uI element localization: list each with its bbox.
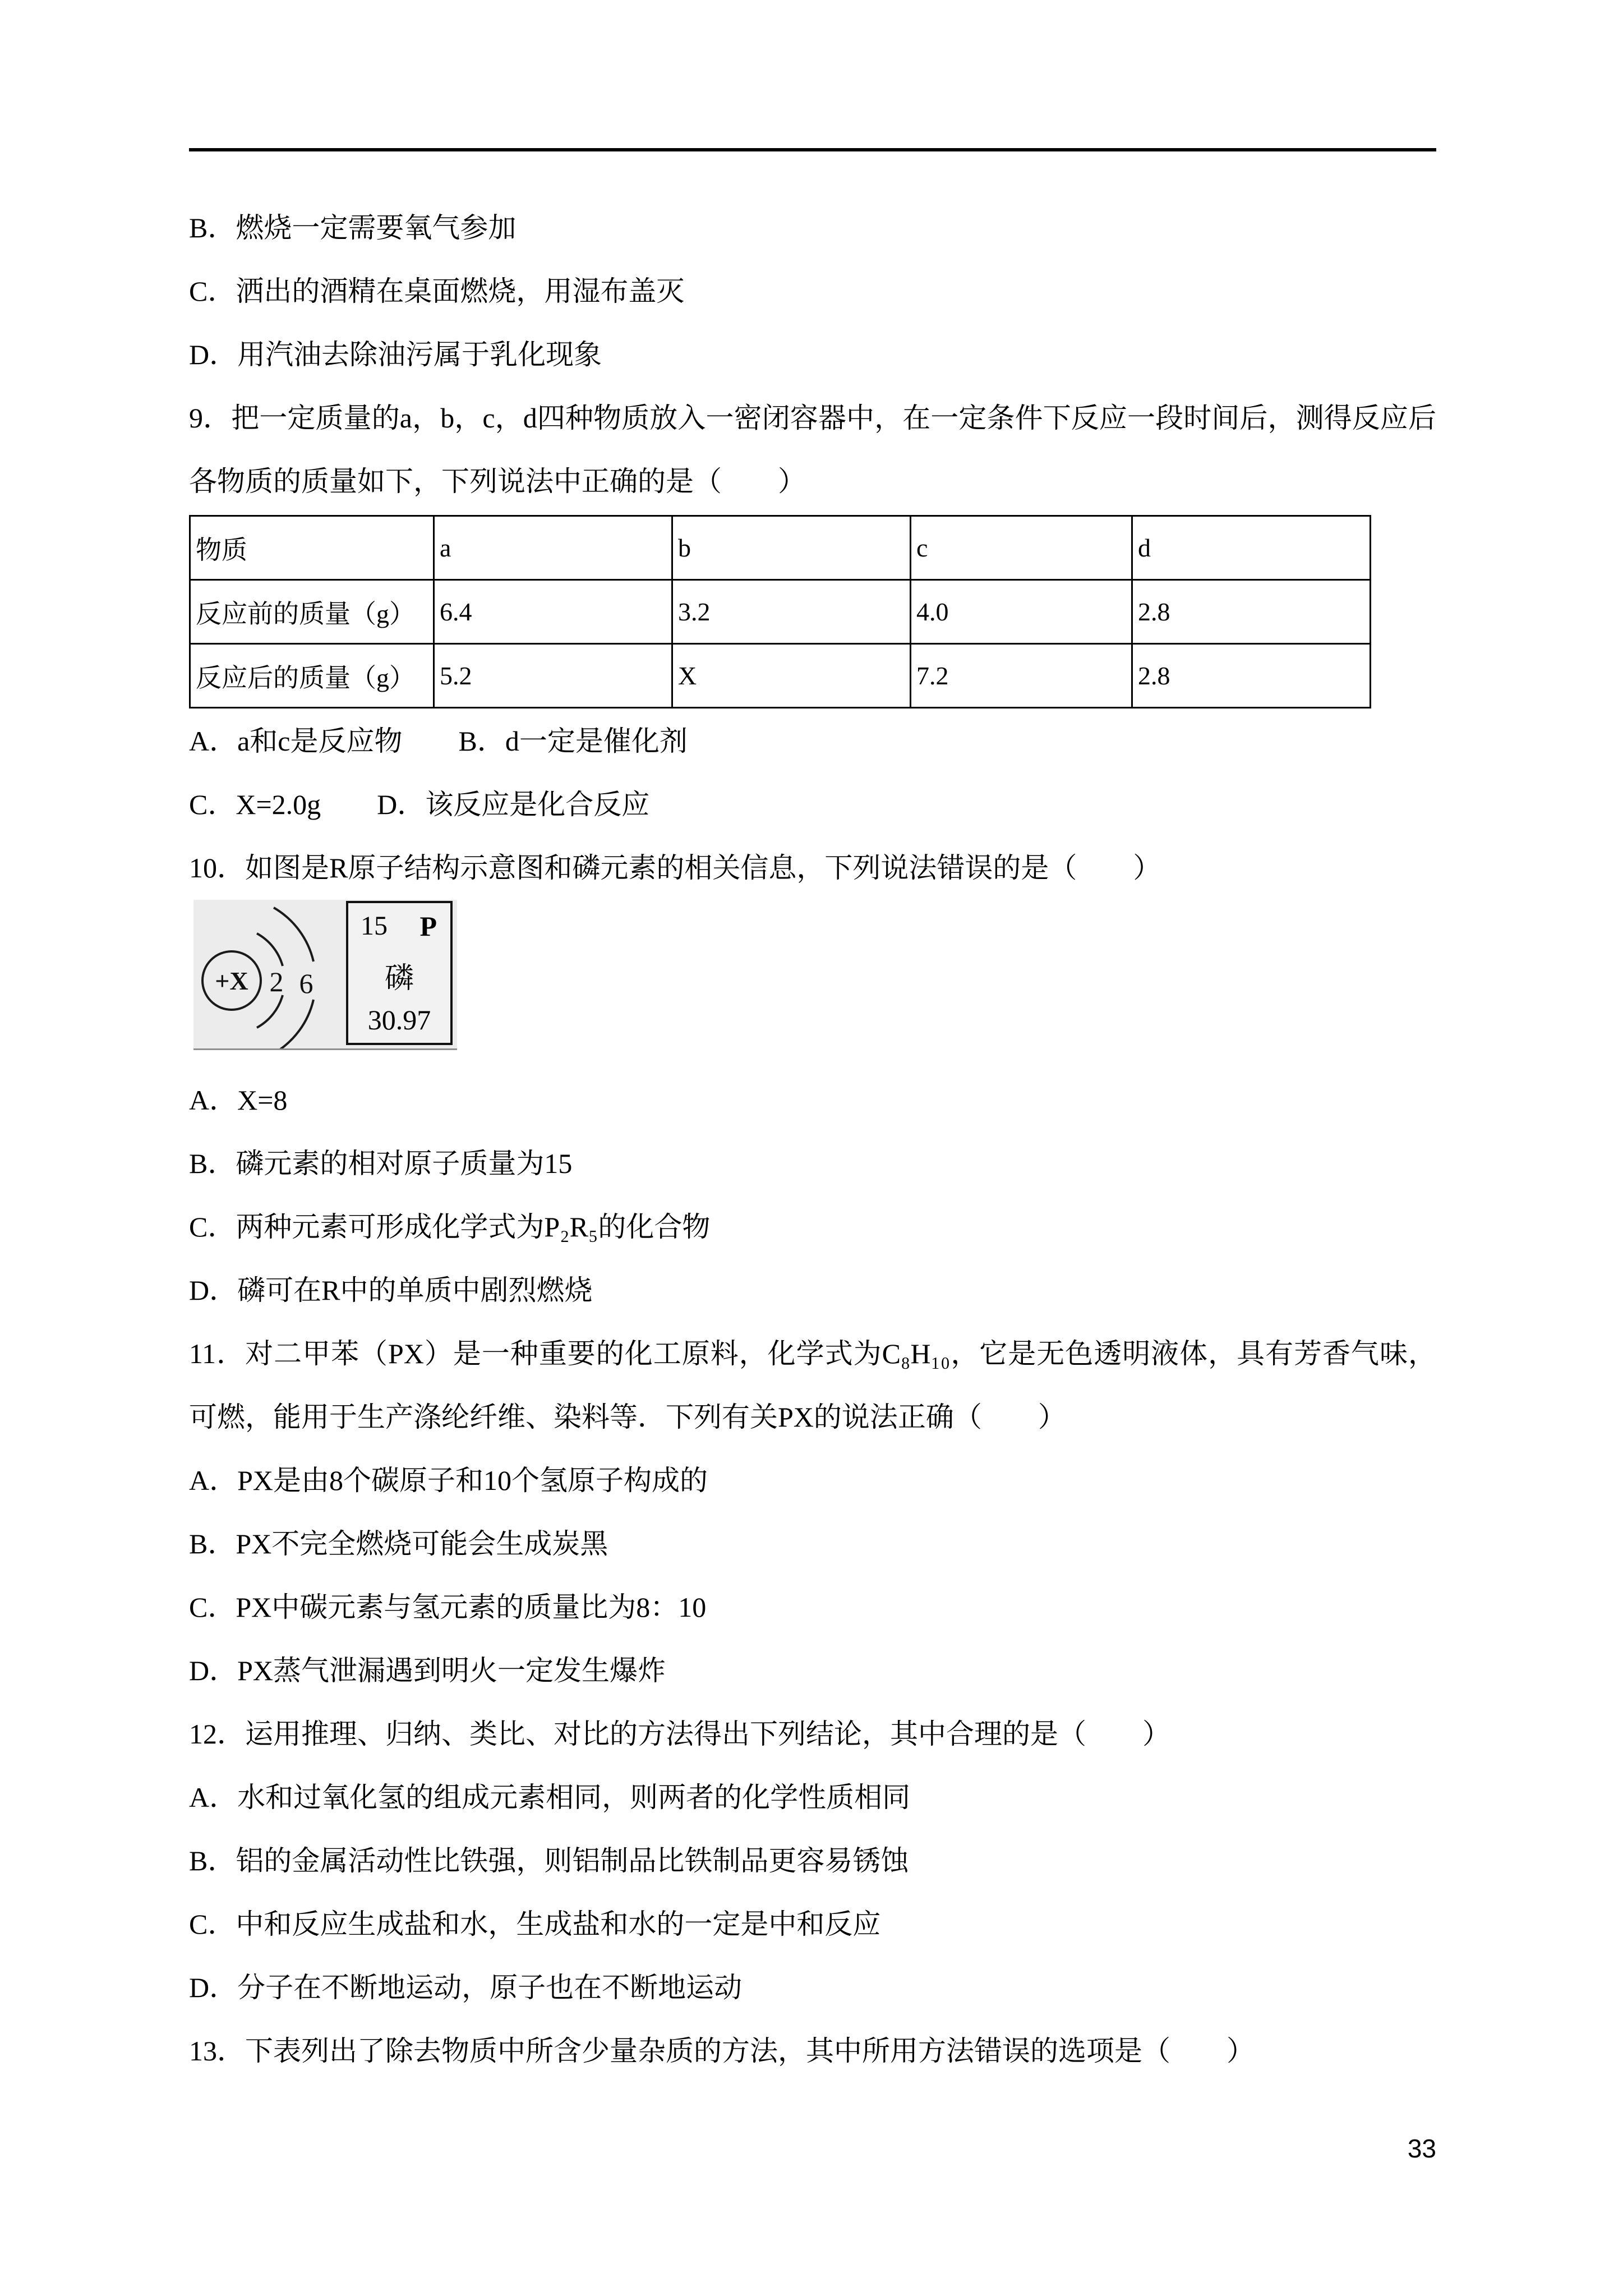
q10-option-d: D．磷可在R中的单质中剧烈燃烧	[189, 1274, 593, 1306]
inner-shell-arc-top	[257, 933, 283, 966]
table-cell: d	[1132, 516, 1371, 580]
element-atomic-mass: 30.97	[367, 1004, 431, 1036]
table-cell: 2.8	[1132, 580, 1371, 644]
table-cell: 4.0	[911, 580, 1132, 644]
page-content	[189, 0, 1436, 2083]
q10-option-b: B．磷元素的相对原子质量为15	[189, 1148, 573, 1179]
table-cell: X	[672, 644, 911, 708]
table-cell: 反应后的质量（g）	[190, 644, 434, 708]
table-cell: b	[672, 516, 911, 580]
table-cell: 3.2	[672, 580, 911, 644]
table-header-row	[190, 516, 1371, 580]
q11-stem: 11．对二甲苯（PX）是一种重要的化工原料，化学式为C₈H₁₀，它是无色透明液体，具有芳香气味，可燃，能用于生产涤纶纤维、染料等．下列有关PX的说法正确（ ）	[189, 1338, 1436, 1433]
table-cell: 7.2	[911, 644, 1132, 708]
q13-stem: 13．下表列出了除去物质中所含少量杂质的方法，其中所用方法错误的选项是（ ）	[189, 2035, 1255, 2067]
table-cell: 物质	[190, 516, 434, 580]
q8-option-d: D．用汽油去除油污属于乳化现象	[189, 339, 602, 370]
q8-option-c: C．洒出的酒精在桌面燃烧，用湿布盖灭	[189, 275, 685, 307]
table-cell: c	[911, 516, 1132, 580]
q9-mass-table	[189, 515, 1371, 708]
atomic-number: 15	[361, 911, 388, 941]
table-cell: 反应前的质量（g）	[190, 580, 434, 644]
nucleus-label: +X	[215, 967, 248, 995]
outer-shell-arc-top	[274, 908, 313, 961]
element-symbol: P	[419, 910, 437, 942]
table-cell: 6.4	[434, 580, 672, 644]
page-number: 33	[1407, 2134, 1436, 2163]
top-rule-divider	[189, 148, 1436, 151]
table-row-before-reaction	[190, 580, 1371, 644]
q9-options-ab: A．a和c是反应物 B．d一定是催化剂	[189, 725, 688, 757]
q11-option-c: C．PX中碳元素与氢元素的质量比为8：10	[189, 1591, 707, 1623]
q9-options-cd: C．X=2.0g D．该反应是化合反应	[189, 789, 650, 820]
q12-option-b: B．铝的金属活动性比铁强，则铝制品比铁制品更容易锈蚀	[189, 1845, 909, 1876]
q11-option-a: A．PX是由8个碳原子和10个氢原子构成的	[189, 1465, 708, 1496]
element-box-top-row	[348, 903, 450, 940]
element-name: 磷	[384, 963, 414, 995]
table-cell: 5.2	[434, 644, 672, 708]
q12-option-d: D．分子在不断地运动，原子也在不断地运动	[189, 1972, 743, 2003]
q11-option-d: D．PX蒸气泄漏遇到明火一定发生爆炸	[189, 1655, 666, 1686]
q12-option-a: A．水和过氧化氢的组成元素相同，则两者的化学性质相同	[189, 1782, 911, 1813]
q12-option-c: C．中和反应生成盐和水，生成盐和水的一定是中和反应	[189, 1908, 881, 1940]
inner-shell-arc-bottom	[257, 995, 283, 1028]
outer-shell-arc-bottom	[274, 1000, 313, 1048]
q8-option-b: B．燃烧一定需要氧气参加	[189, 212, 517, 243]
atom-structure-diagram	[193, 900, 346, 1048]
element-info-box	[346, 901, 453, 1045]
q9-stem: 9．把一定质量的a，b，c，d四种物质放入一密闭容器中，在一定条件下反应一段时间后，测得反应后各物质的质量如下，下列说法中正确的是（ ）	[189, 402, 1436, 497]
shell1-electron-count: 2	[269, 966, 284, 997]
q11-option-b: B．PX不完全燃烧可能会生成炭黑	[189, 1528, 608, 1559]
q10-stem: 10．如图是R原子结构示意图和磷元素的相关信息，下列说法错误的是（ ）	[189, 852, 1161, 884]
shell2-electron-count: 6	[299, 968, 313, 999]
table-row-after-reaction	[190, 644, 1371, 708]
q12-stem: 12．运用推理、归纳、类比、对比的方法得出下列结论，其中合理的是（ ）	[189, 1718, 1170, 1750]
q10-figure	[193, 900, 457, 1050]
table-cell: 2.8	[1132, 644, 1371, 708]
q10-option-a: A．X=8	[189, 1084, 288, 1116]
q10-option-c: C．两种元素可形成化学式为P₂R₅的化合物	[189, 1211, 711, 1243]
table-cell: a	[434, 516, 672, 580]
